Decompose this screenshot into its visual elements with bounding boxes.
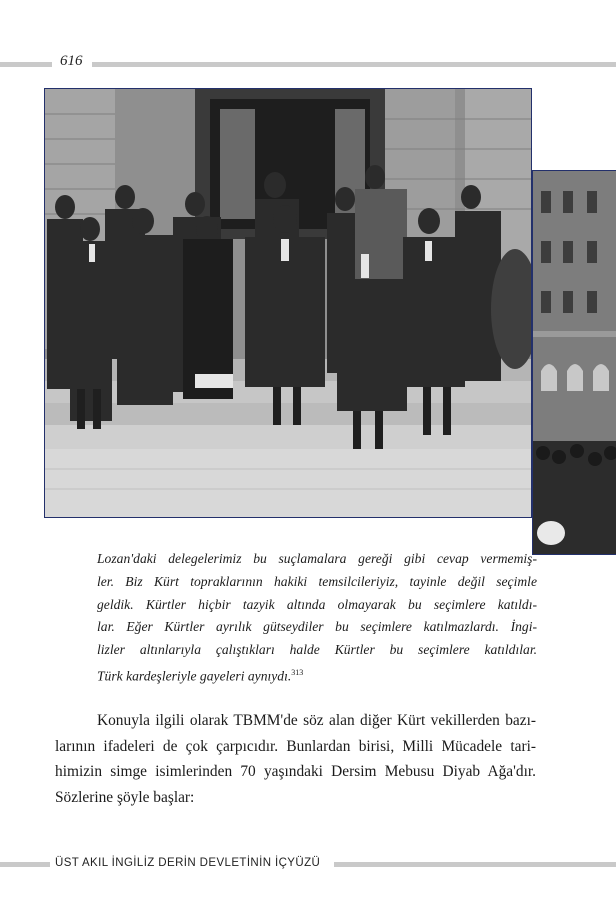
delegation-photo-image: [45, 89, 532, 518]
street-scene-photo-image: [533, 171, 616, 555]
header-rule-right: [92, 62, 616, 67]
paragraph-line: larının ifadeleri de çok çarpıcıdır. Bunlardan birisi, Milli Mücadele tari-: [55, 737, 536, 755]
quote-line: Lozan'daki delegelerimiz bu suçlamalara gereği gibi cevap vermemiş-: [97, 551, 537, 566]
quote-line: geldik. Kürtler hiçbir tazyik altında olmayarak bu seçimlere katıldı-: [97, 596, 537, 612]
body-paragraph: [55, 708, 536, 811]
quote-block: [97, 548, 537, 688]
delegation-photograph: [44, 88, 532, 518]
footer-rule-left: [0, 862, 50, 867]
running-footer-title: ÜST AKIL İNGİLİZ DERİN DEVLETİNİN İÇYÜZÜ: [55, 857, 321, 869]
quote-line: Türk kardeşleriyle gayeleri aynıydı.: [97, 668, 292, 684]
quote-last-line: [97, 662, 537, 688]
footer-rule-right: [334, 862, 616, 867]
paragraph-line: Sözlerine şöyle başlar:: [55, 789, 195, 807]
paragraph-line: Konuyla ilgili olarak TBMM'de söz alan diğer Kürt vekillerden bazı-: [97, 712, 536, 729]
quote-line: ler. Biz Kürt topraklarının hakiki temsilcileriyiz, tayinle değil seçimle: [97, 573, 537, 589]
page-number: 616: [60, 53, 83, 69]
header-rule-left: [0, 62, 52, 67]
quote-line: lizler altınlarıyla çalıştıkları halde Kürtler bu seçimlere katıldılar.: [97, 642, 537, 658]
street-scene-photograph: [532, 170, 616, 555]
paragraph-line: himizin simge isimlerinden 70 yaşındaki Dersim Mebusu Diyab Ağa'dır.: [55, 763, 536, 781]
quote-line: lar. Eğer Kürtler ayrılık gütseydiler bu seçimlere katılmazlardı. İngi-: [97, 619, 537, 635]
footnote-reference: 313: [291, 667, 304, 677]
